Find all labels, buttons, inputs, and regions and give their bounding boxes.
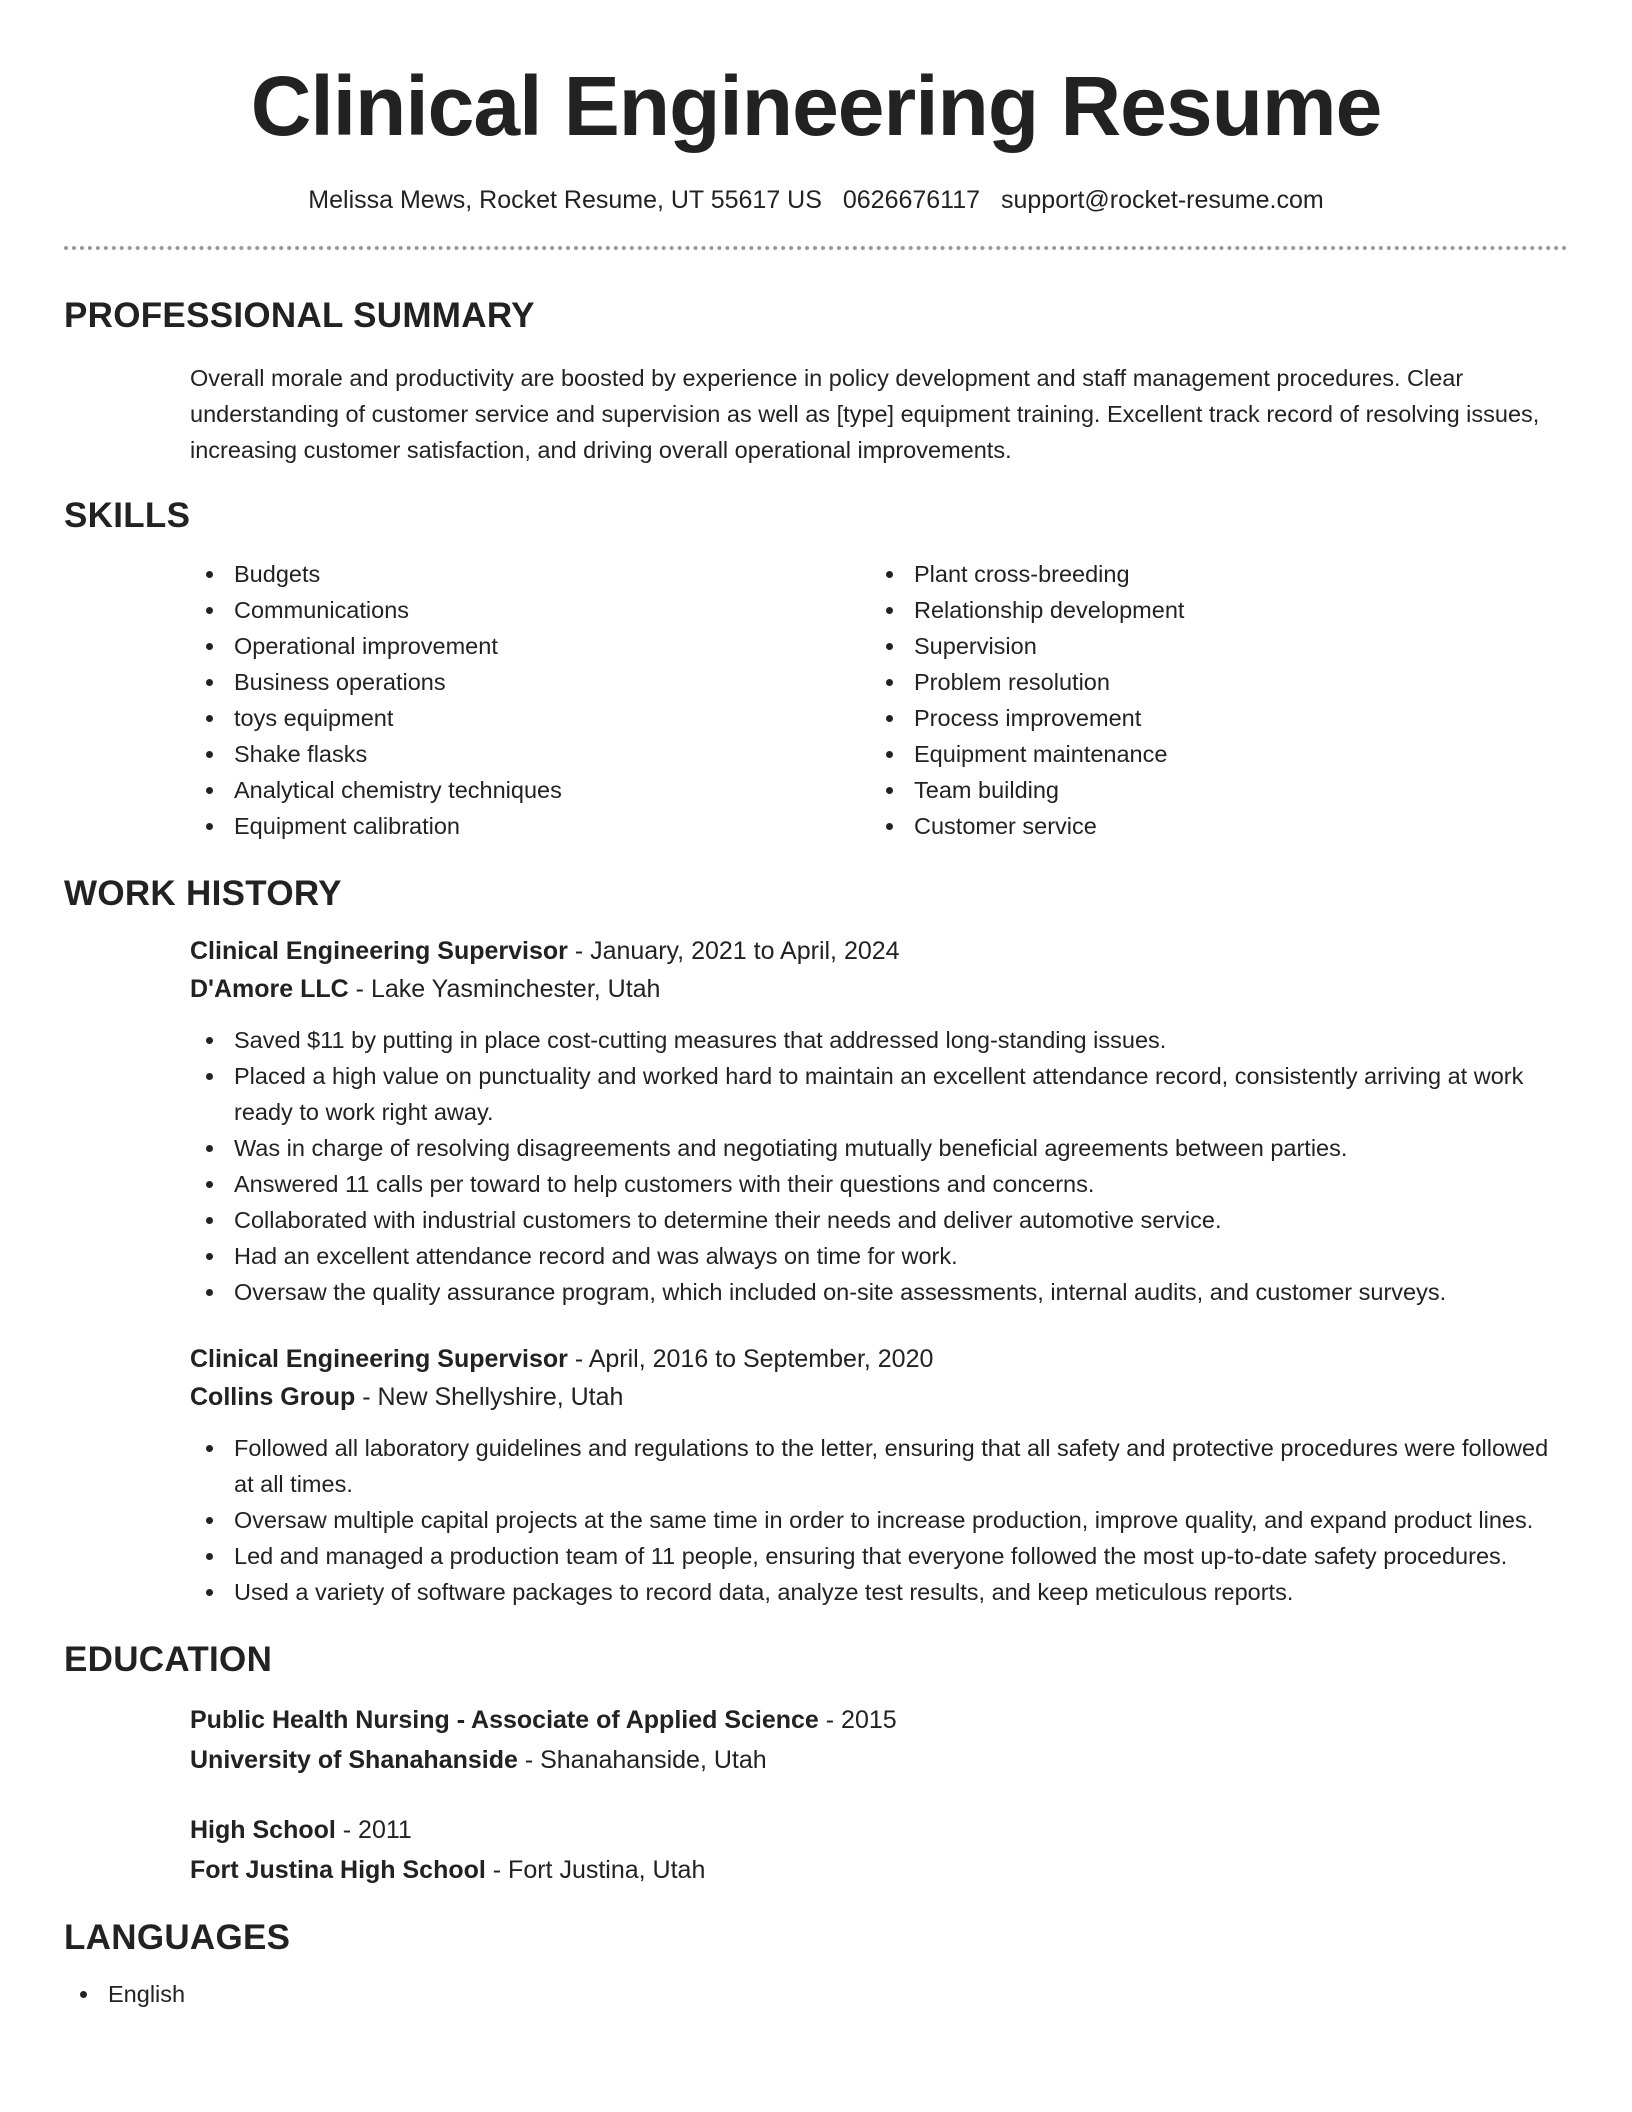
skill-item: Customer service [870,808,1550,844]
skills-column-left [190,556,870,844]
skill-item: toys equipment [190,700,870,736]
skill-item: Plant cross-breeding [870,556,1550,592]
job-company: Collins Group [190,1383,356,1411]
contact-line [64,184,1568,216]
job-location: - New Shellyshire, Utah [355,1383,624,1411]
education-degree-line [190,1810,1558,1850]
skill-item: Supervision [870,628,1550,664]
education-location: - Fort Justina, Utah [485,1856,706,1884]
job-dates: - April, 2016 to September, 2020 [567,1345,934,1373]
job-entry [190,932,1558,1310]
skills-heading: SKILLS [64,496,191,535]
skill-item: Equipment calibration [190,808,870,844]
job-title: Clinical Engineering Supervisor [190,937,568,965]
job-bullets [190,1022,1558,1310]
skill-item: Equipment maintenance [870,736,1550,772]
job-company-line [190,1378,1558,1416]
contact-address: Melissa Mews, Rocket Resume, UT 55617 US [308,186,822,214]
job-bullet: Oversaw the quality assurance program, which included on-site assessments, internal audits, and customer surveys. [190,1274,1558,1310]
languages-heading: LANGUAGES [64,1918,291,1957]
job-bullet: Had an excellent attendance record and was always on time for work. [190,1238,1558,1274]
skill-item: Analytical chemistry techniques [190,772,870,808]
job-bullet: Oversaw multiple capital projects at the same time in order to increase production, improve quality, and expand product lines. [190,1502,1558,1538]
education-school: University of Shanahanside [190,1746,518,1774]
languages-list [64,1976,1568,2012]
header-divider [64,246,1568,250]
education-degree: High School [190,1816,336,1844]
skill-item: Problem resolution [870,664,1550,700]
skill-item: Relationship development [870,592,1550,628]
job-bullet: Answered 11 calls per toward to help customers with their questions and concerns. [190,1166,1558,1202]
contact-email: support@rocket-resume.com [1001,186,1324,214]
skill-item: Team building [870,772,1550,808]
education-degree-line [190,1700,1558,1740]
education-heading: EDUCATION [64,1640,273,1679]
education-school-line [190,1740,1558,1780]
education-year: - 2015 [818,1706,897,1734]
contact-phone: 0626676117 [842,186,981,214]
summary-heading: PROFESSIONAL SUMMARY [64,296,535,335]
job-bullet: Used a variety of software packages to record data, analyze test results, and keep meticulous reports. [190,1574,1558,1610]
job-title-line [190,1340,1558,1378]
skill-item: Operational improvement [190,628,870,664]
job-bullets [190,1430,1558,1610]
skill-item: Process improvement [870,700,1550,736]
skill-item: Business operations [190,664,870,700]
job-entry [190,1340,1558,1610]
job-location: - Lake Yasminchester, Utah [348,975,661,1003]
job-bullet: Placed a high value on punctuality and worked hard to maintain an excellent attendance record, consistently arriving at work ready to work right away. [190,1058,1558,1130]
job-title-line [190,932,1558,970]
resume-title: Clinical Engineering Resume [250,59,1382,153]
education-school-line [190,1850,1558,1890]
skills-column-right [870,556,1550,844]
job-bullet: Saved $11 by putting in place cost-cutting measures that addressed long-standing issues. [190,1022,1558,1058]
education-year: - 2011 [335,1816,412,1844]
skill-item: Shake flasks [190,736,870,772]
education-school: Fort Justina High School [190,1856,486,1884]
education-degree: Public Health Nursing - Associate of Applied Science [190,1706,819,1734]
skill-item: Communications [190,592,870,628]
job-bullet: Collaborated with industrial customers to determine their needs and deliver automotive service. [190,1202,1558,1238]
education-entry [190,1700,1558,1780]
job-bullet: Led and managed a production team of 11 people, ensuring that everyone followed the most up-to-date safety procedures. [190,1538,1558,1574]
education-location: - Shanahanside, Utah [517,1746,767,1774]
job-company-line [190,970,1558,1008]
job-company: D'Amore LLC [190,975,349,1003]
job-dates: - January, 2021 to April, 2024 [567,937,900,965]
skills-list [190,556,1558,844]
job-bullet: Was in charge of resolving disagreements and negotiating mutually beneficial agreements between parties. [190,1130,1558,1166]
summary-text: Overall morale and productivity are boosted by experience in policy development and staff management procedures. Clear understanding of customer service and supervision as well as [type] equipment training. Excellent track record of resolving issues, increasing customer satisfaction, and driving overall operational improvements. [190,365,1540,463]
job-bullet: Followed all laboratory guidelines and regulations to the letter, ensuring that all safety and protective procedures were followed at all times. [190,1430,1558,1502]
work-heading: WORK HISTORY [64,874,342,913]
language-item: English [64,1976,1568,2012]
job-title: Clinical Engineering Supervisor [190,1345,568,1373]
skill-item: Budgets [190,556,870,592]
education-entry [190,1810,1558,1890]
